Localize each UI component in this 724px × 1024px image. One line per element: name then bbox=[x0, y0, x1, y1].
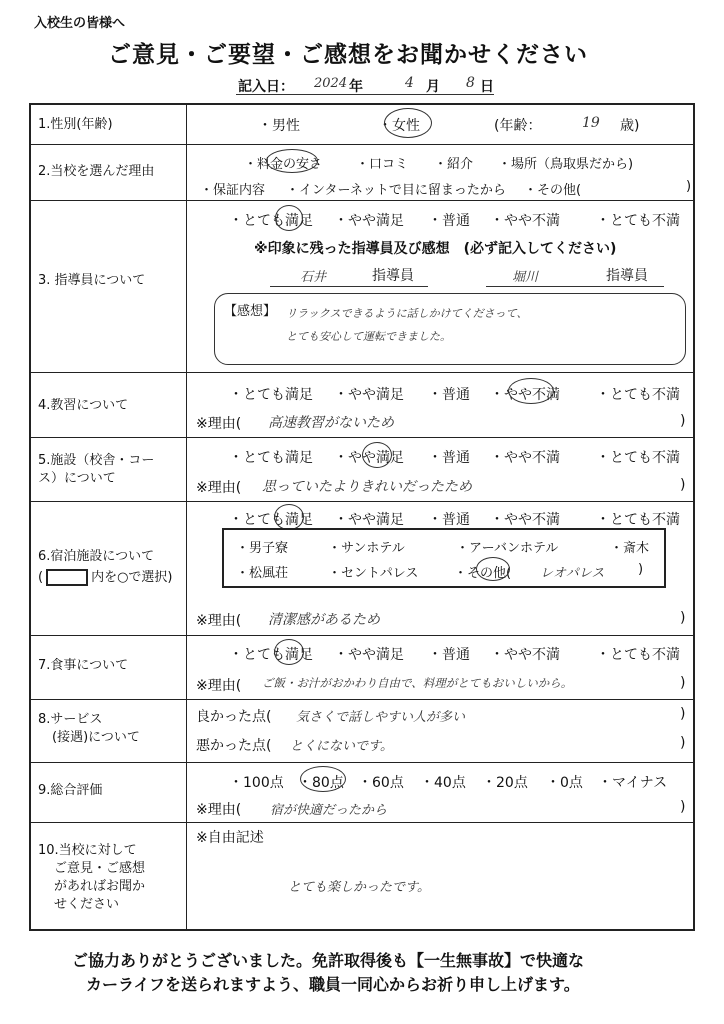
row-divider bbox=[29, 822, 695, 823]
reason-other[interactable]: ・その他( bbox=[524, 183, 582, 198]
free-comment-label: ※自由記述 bbox=[196, 830, 264, 846]
q4-reason-label: ※理由( bbox=[196, 416, 242, 432]
date-year: 2024 bbox=[314, 76, 348, 91]
scale-satisfied[interactable]: ・やや満足 bbox=[334, 647, 404, 663]
q6-label-2 bbox=[38, 566, 173, 586]
q3-label: 3. 指導員について bbox=[38, 273, 146, 288]
scale-very-satisfied[interactable]: ・とても満足 bbox=[229, 213, 313, 229]
instructor-name-2: 堀川 bbox=[512, 270, 539, 285]
scale-very-dissatisfied[interactable]: ・とても不満 bbox=[596, 647, 680, 663]
instructor-underline-2 bbox=[486, 286, 664, 287]
age-close: 歳) bbox=[620, 118, 640, 134]
lodging-shofuso[interactable]: ・松風荘 bbox=[236, 566, 289, 581]
scale-satisfied[interactable]: ・やや満足 bbox=[334, 213, 404, 229]
score-0[interactable]: ・0点 bbox=[546, 775, 583, 791]
q5-reason: 思っていたよりきれいだったため bbox=[262, 479, 472, 495]
q7-selection-circle bbox=[274, 639, 304, 665]
q4-selection-circle bbox=[508, 378, 554, 404]
q10-label-1: 10.当校に対して bbox=[38, 843, 137, 858]
scale-very-satisfied[interactable]: ・とても満足 bbox=[229, 512, 313, 528]
scale-very-satisfied[interactable]: ・とても満足 bbox=[229, 450, 313, 466]
date-day: 8 bbox=[466, 75, 475, 91]
reason-internet[interactable]: ・インターネットで目に留まったから bbox=[286, 183, 506, 198]
scale-very-satisfied[interactable]: ・とても満足 bbox=[229, 387, 313, 403]
scale-dissatisfied[interactable]: ・やや不満 bbox=[490, 213, 560, 229]
row-divider bbox=[29, 437, 695, 438]
q1-label: 1.性別(年齢) bbox=[38, 117, 113, 132]
q6-reason-close: ) bbox=[680, 610, 686, 626]
instructor-underline-1 bbox=[270, 286, 428, 287]
lodging-saint-palace[interactable]: ・セントパレス bbox=[328, 566, 419, 581]
lodging-saiki[interactable]: ・斎木 bbox=[610, 541, 650, 556]
q7-label: 7.食事について bbox=[38, 658, 129, 673]
q6-label-text: 内を○で選択) bbox=[91, 570, 173, 585]
scale-very-dissatisfied[interactable]: ・とても不満 bbox=[596, 450, 680, 466]
q5-label-1: 5.施設（校舎・コー bbox=[38, 453, 155, 468]
scale-very-dissatisfied[interactable]: ・とても不満 bbox=[596, 512, 680, 528]
lodging-dorm[interactable]: ・男子寮 bbox=[236, 541, 289, 556]
q9-reason: 宿が快適だったから bbox=[270, 803, 388, 818]
q10-label-4: せください bbox=[54, 897, 120, 912]
q6-selection-circle bbox=[274, 504, 304, 530]
q6-label-paren: ( bbox=[38, 570, 44, 585]
reason-other-close: ) bbox=[686, 179, 692, 194]
good-point-close: ) bbox=[680, 706, 686, 722]
scale-dissatisfied[interactable]: ・やや不満 bbox=[490, 512, 560, 528]
q2-label: 2.当校を選んだ理由 bbox=[38, 164, 155, 179]
reason-price[interactable]: ・料金の安さ bbox=[244, 157, 323, 172]
q5-reason-label: ※理由( bbox=[196, 480, 242, 496]
bad-point-close: ) bbox=[680, 735, 686, 751]
score-minus[interactable]: ・マイナス bbox=[598, 775, 668, 791]
q9-reason-close: ) bbox=[680, 799, 686, 815]
age-open: (年齢： bbox=[494, 118, 542, 134]
lodging-other-close: ) bbox=[638, 562, 644, 577]
reason-warranty[interactable]: ・保証内容 bbox=[200, 183, 266, 198]
row-divider bbox=[29, 372, 695, 373]
good-point-label: 良かった点( bbox=[196, 709, 272, 725]
q7-reason-close: ) bbox=[680, 675, 686, 691]
scale-neutral[interactable]: ・普通 bbox=[428, 647, 470, 663]
option-female[interactable]: ・女性 bbox=[378, 118, 420, 134]
q4-reason-close: ) bbox=[680, 413, 686, 429]
q8-label-1: 8.サービス bbox=[38, 712, 103, 727]
q10-label-2: ご意見・ご感想 bbox=[54, 861, 146, 876]
score-100[interactable]: ・100点 bbox=[229, 775, 284, 791]
row-divider bbox=[29, 144, 695, 145]
scale-neutral[interactable]: ・普通 bbox=[428, 387, 470, 403]
greeting: 入校生の皆様へ bbox=[34, 16, 126, 31]
other-circle bbox=[476, 557, 510, 581]
reason-word-of-mouth[interactable]: ・口コミ bbox=[356, 157, 409, 172]
date-label: 記入日： bbox=[238, 79, 294, 95]
lodging-urban-hotel[interactable]: ・アーバンホテル bbox=[456, 541, 559, 556]
reason-referral[interactable]: ・紹介 bbox=[434, 157, 474, 172]
q8-label-2: (接遇)について bbox=[52, 730, 140, 745]
age-value: 19 bbox=[582, 115, 600, 131]
row-divider bbox=[29, 635, 695, 636]
row-divider bbox=[29, 762, 695, 763]
bad-point-label: 悪かった点( bbox=[196, 738, 272, 754]
score-60[interactable]: ・60点 bbox=[358, 775, 404, 791]
lodging-sun-hotel[interactable]: ・サンホテル bbox=[328, 541, 405, 556]
scale-satisfied[interactable]: ・やや満足 bbox=[334, 387, 404, 403]
row-divider bbox=[29, 501, 695, 502]
column-divider bbox=[186, 103, 187, 931]
scale-satisfied[interactable]: ・やや満足 bbox=[334, 512, 404, 528]
page-title: ご意見・ご要望・ご感想をお聞かせください bbox=[108, 42, 588, 68]
scale-neutral[interactable]: ・普通 bbox=[428, 213, 470, 229]
option-male[interactable]: ・男性 bbox=[258, 118, 300, 134]
bad-point: とくにないです。 bbox=[290, 739, 393, 754]
score-40[interactable]: ・40点 bbox=[420, 775, 466, 791]
footer-line-2: カーライフを送られますよう、職員一同心からお祈り申し上げます。 bbox=[86, 975, 580, 994]
q7-reason-label: ※理由( bbox=[196, 678, 242, 694]
q5-selection-circle bbox=[362, 442, 392, 468]
instructor-suffix-1: 指導員 bbox=[372, 268, 414, 284]
q7-reason: ご飯・お汁がおかわり自由で、料理がとてもおいしいから。 bbox=[262, 676, 573, 690]
scale-dissatisfied[interactable]: ・やや不満 bbox=[490, 450, 560, 466]
date-underline bbox=[236, 94, 494, 95]
q5-reason-close: ) bbox=[680, 477, 686, 493]
box-sample-icon bbox=[46, 569, 88, 586]
instructor-name-1: 石井 bbox=[300, 270, 327, 285]
q9-reason-label: ※理由( bbox=[196, 802, 242, 818]
lodging-other-value: レオパレス bbox=[540, 566, 605, 581]
q3-selection-circle bbox=[275, 205, 303, 231]
score-20[interactable]: ・20点 bbox=[482, 775, 528, 791]
score-80[interactable]: ・80点 bbox=[298, 775, 344, 791]
comment-line-1: リラックスできるように話しかけてくださって、 bbox=[286, 307, 528, 320]
day-unit: 日 bbox=[480, 79, 494, 95]
date-month: 4 bbox=[405, 75, 414, 91]
q4-label: 4.教習について bbox=[38, 398, 129, 413]
q6-reason: 清潔感があるため bbox=[268, 612, 380, 628]
q10-label-3: があればお聞か bbox=[54, 879, 146, 894]
scale-dissatisfied[interactable]: ・やや不満 bbox=[490, 647, 560, 663]
lodging-other[interactable]: ・その他( bbox=[454, 566, 512, 581]
year-unit: 年 bbox=[349, 79, 363, 95]
footer-line-1: ご協力ありがとうございました。免許取得後も【一生無事故】で快適な bbox=[72, 951, 585, 970]
comment-label: 【感想】 bbox=[224, 304, 277, 319]
month-unit: 月 bbox=[426, 79, 440, 95]
good-point: 気さくで話しやすい人が多い bbox=[296, 710, 466, 725]
instructor-note: ※印象に残った指導員及び感想 (必ず記入してください) bbox=[254, 241, 617, 257]
scale-satisfied[interactable]: ・やや満足 bbox=[334, 450, 404, 466]
scale-dissatisfied[interactable]: ・やや不満 bbox=[490, 387, 560, 403]
q6-label-1: 6.宿泊施設について bbox=[38, 549, 155, 564]
row-divider bbox=[29, 200, 695, 201]
free-comment: とても楽しかったです。 bbox=[288, 880, 430, 895]
q9-label: 9.総合評価 bbox=[38, 783, 103, 798]
scale-very-dissatisfied[interactable]: ・とても不満 bbox=[596, 387, 680, 403]
scale-neutral[interactable]: ・普通 bbox=[428, 450, 470, 466]
instructor-suffix-2: 指導員 bbox=[606, 268, 648, 284]
price-circle bbox=[266, 149, 318, 173]
scale-neutral[interactable]: ・普通 bbox=[428, 512, 470, 528]
row-divider bbox=[29, 699, 695, 700]
q9-selection-circle bbox=[300, 766, 346, 792]
q4-reason: 高速教習がないため bbox=[268, 415, 394, 431]
female-circle bbox=[384, 108, 432, 138]
q6-reason-label: ※理由( bbox=[196, 613, 242, 629]
scale-very-satisfied[interactable]: ・とても満足 bbox=[229, 647, 313, 663]
q5-label-2: ス）について bbox=[38, 471, 116, 486]
reason-location[interactable]: ・場所（鳥取県だから) bbox=[498, 157, 634, 172]
scale-very-dissatisfied[interactable]: ・とても不満 bbox=[596, 213, 680, 229]
comment-line-2: とても安心して運転できました。 bbox=[286, 330, 451, 343]
